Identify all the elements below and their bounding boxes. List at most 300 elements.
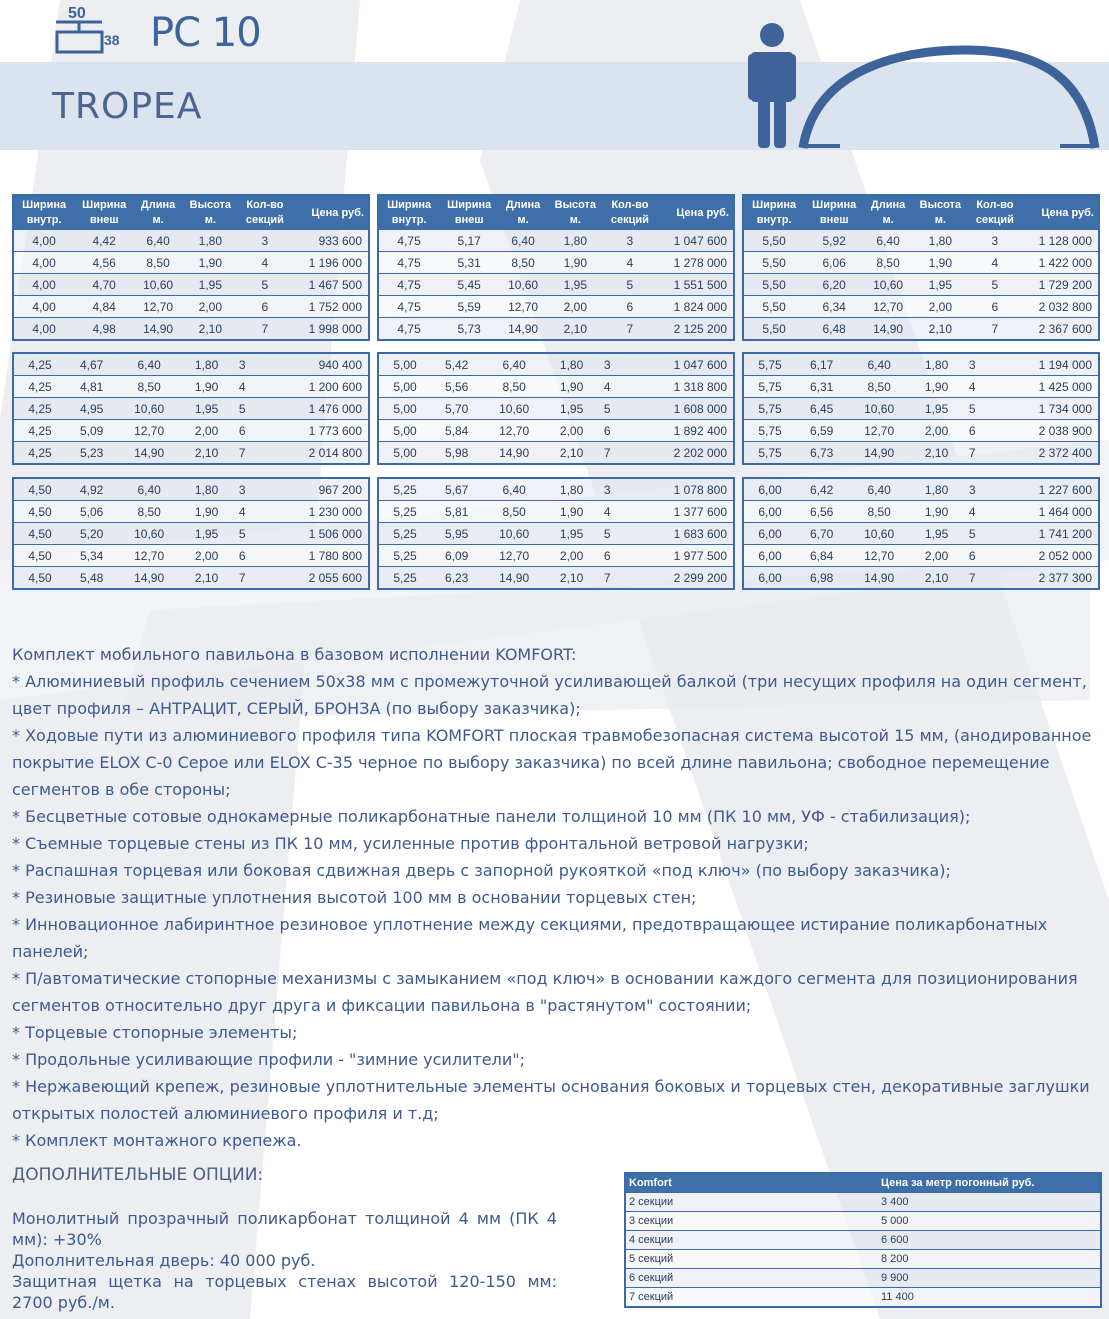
length-cell: 8,50: [134, 252, 182, 274]
height-cell: 1,95: [546, 523, 597, 545]
height-cell: 1,95: [181, 398, 232, 420]
length-cell: 8,50: [499, 252, 547, 274]
height-cell: 2,10: [546, 442, 597, 465]
price-cell: 1 977 500: [617, 545, 734, 567]
column-header: Ширина внеш: [74, 195, 134, 230]
series-title: PC 10: [150, 10, 261, 56]
inner-width-cell: 6,00: [743, 501, 796, 523]
height-cell: 1,80: [546, 478, 597, 501]
sections-cell: 4: [962, 501, 982, 523]
inner-width-cell: 5,00: [378, 376, 431, 398]
height-cell: 2,10: [546, 567, 597, 590]
price-cell: 1 892 400: [617, 420, 734, 442]
length-cell: 10,60: [117, 523, 181, 545]
price-table-block: [742, 477, 1100, 590]
column-header: Ширина внутр.: [378, 195, 439, 230]
kit-item: * Съемные торцевые стены из ПК 10 мм, усиленные против фронтальной ветровой нагрузки;: [12, 834, 809, 853]
price-cell: 1 752 000: [291, 296, 369, 318]
outer-width-cell: 4,56: [74, 252, 134, 274]
table-row: [378, 353, 734, 376]
sections-cell: 5: [232, 398, 252, 420]
inner-width-cell: 4,00: [13, 230, 74, 252]
kit-item: * П/автоматические стопорные механизмы с замыканием «под ключ» в основании каждого сегмента для позиционирования сегментов относительно друг друга и фиксации павильона в "растянутом" состоянии;: [12, 969, 1078, 1015]
inner-width-cell: 5,50: [743, 296, 804, 318]
height-cell: 2,00: [546, 545, 597, 567]
outer-width-cell: 5,31: [439, 252, 499, 274]
outer-width-cell: 4,81: [66, 376, 117, 398]
length-cell: 14,90: [482, 442, 546, 465]
length-cell: 8,50: [864, 252, 912, 274]
komfort-price-table: [624, 1172, 1102, 1308]
length-cell: 10,60: [864, 274, 912, 296]
price-cell: 1 773 600: [252, 420, 369, 442]
inner-width-cell: 4,00: [13, 296, 74, 318]
table-row: [743, 376, 1099, 398]
price-cell: 1 608 000: [617, 398, 734, 420]
profile-side-dim: 38: [104, 32, 120, 48]
inner-width-cell: 4,50: [13, 523, 66, 545]
price-per-meter-cell: 9 900: [878, 1269, 1101, 1288]
column-header: Кол-во секций: [604, 195, 656, 230]
price-cell: 1 200 600: [252, 376, 369, 398]
outer-width-cell: 6,20: [804, 274, 864, 296]
table-row: [378, 523, 734, 545]
inner-width-cell: 4,00: [13, 252, 74, 274]
height-cell: 1,90: [547, 252, 604, 274]
length-cell: 14,90: [117, 567, 181, 590]
table-row: [378, 296, 734, 318]
price-cell: 1 078 800: [617, 478, 734, 501]
height-cell: 1,80: [182, 230, 239, 252]
height-cell: 1,80: [911, 478, 962, 501]
option-item: Защитная щетка на торцевых стенах высотой 120-150 мм: 2700 руб./м.: [12, 1272, 557, 1312]
model-title: TROPEA: [52, 86, 203, 127]
price-table-block: [377, 352, 735, 465]
outer-width-cell: 6,56: [796, 501, 847, 523]
sections-cell: 6: [962, 545, 982, 567]
pavilion-pictogram: [745, 22, 1109, 150]
price-cell: 2 377 300: [982, 567, 1099, 590]
options-list: [12, 1208, 557, 1313]
outer-width-cell: 6,06: [804, 252, 864, 274]
price-per-meter-cell: 6 600: [878, 1231, 1101, 1250]
table-row: [13, 376, 369, 398]
height-cell: 1,90: [182, 252, 239, 274]
outer-width-cell: 5,56: [431, 376, 482, 398]
person-icon: [748, 23, 796, 148]
outer-width-cell: 5,67: [431, 478, 482, 501]
outer-width-cell: 5,45: [439, 274, 499, 296]
sections-cell: 2 секции: [625, 1193, 878, 1212]
table-row: [13, 274, 369, 296]
price-cell: 1 377 600: [617, 501, 734, 523]
price-cell: 2 038 900: [982, 420, 1099, 442]
table-row: [625, 1288, 1101, 1308]
arch-icon: [803, 50, 1095, 148]
inner-width-cell: 5,25: [378, 478, 431, 501]
price-table-block: [12, 477, 370, 590]
price-cell: 1 476 000: [252, 398, 369, 420]
inner-width-cell: 5,25: [378, 567, 431, 590]
length-cell: 8,50: [847, 376, 911, 398]
kit-item: * Нержавеющий крепеж, резиновые уплотнительные элементы основания боковых и торцевых стен, декоративные заглушки открытых полостей алюминиевого профиля и т.д;: [12, 1077, 1090, 1123]
price-cell: 1 318 800: [617, 376, 734, 398]
price-cell: 2 055 600: [252, 567, 369, 590]
height-cell: 2,00: [181, 545, 232, 567]
sections-cell: 5: [969, 274, 1021, 296]
price-per-meter-cell: 8 200: [878, 1250, 1101, 1269]
length-cell: 10,60: [482, 523, 546, 545]
outer-width-cell: 6,09: [431, 545, 482, 567]
outer-width-cell: 6,84: [796, 545, 847, 567]
length-cell: 12,70: [499, 296, 547, 318]
height-cell: 1,95: [911, 398, 962, 420]
table-row: [743, 230, 1099, 252]
length-cell: 12,70: [482, 545, 546, 567]
table-row: [13, 545, 369, 567]
table-row: [743, 420, 1099, 442]
height-cell: 1,90: [546, 501, 597, 523]
outer-width-cell: 4,95: [66, 398, 117, 420]
length-cell: 10,60: [847, 523, 911, 545]
inner-width-cell: 5,50: [743, 252, 804, 274]
sections-cell: 7: [969, 318, 1021, 341]
price-cell: 2 014 800: [252, 442, 369, 465]
height-cell: 1,90: [181, 501, 232, 523]
table-row: [378, 545, 734, 567]
outer-width-cell: 6,59: [796, 420, 847, 442]
column-header: Высота м.: [182, 195, 239, 230]
inner-width-cell: 5,25: [378, 545, 431, 567]
outer-width-cell: 5,09: [66, 420, 117, 442]
inner-width-cell: 5,25: [378, 523, 431, 545]
height-cell: 2,00: [911, 420, 962, 442]
kit-item: * Резиновые защитные уплотнения высотой 100 мм в основании торцевых стен;: [12, 888, 697, 907]
sections-cell: 4: [232, 376, 252, 398]
outer-width-cell: 5,92: [804, 230, 864, 252]
outer-width-cell: 5,48: [66, 567, 117, 590]
length-cell: 10,60: [847, 398, 911, 420]
height-cell: 1,90: [912, 252, 969, 274]
inner-width-cell: 5,25: [378, 501, 431, 523]
price-per-meter-cell: 5 000: [878, 1212, 1101, 1231]
length-cell: 8,50: [117, 376, 181, 398]
outer-width-cell: 6,23: [431, 567, 482, 590]
inner-width-cell: 4,50: [13, 545, 66, 567]
height-cell: 2,10: [912, 318, 969, 341]
outer-width-cell: 4,42: [74, 230, 134, 252]
length-cell: 10,60: [499, 274, 547, 296]
outer-width-cell: 5,34: [66, 545, 117, 567]
kit-item: * Торцевые стопорные элементы;: [12, 1023, 298, 1042]
length-cell: 8,50: [482, 376, 546, 398]
outer-width-cell: 6,48: [804, 318, 864, 341]
price-cell: 1 196 000: [291, 252, 369, 274]
length-cell: 6,40: [847, 478, 911, 501]
inner-width-cell: 5,50: [743, 318, 804, 341]
sections-cell: 4 секции: [625, 1231, 878, 1250]
column-header: Ширина внутр.: [743, 195, 804, 230]
inner-width-cell: 5,50: [743, 230, 804, 252]
length-cell: 6,40: [482, 353, 546, 376]
sections-cell: 4: [597, 376, 617, 398]
price-table-block: [742, 194, 1100, 341]
kit-item: * Комплект монтажного крепежа.: [12, 1131, 302, 1150]
column-header: Длина м.: [134, 195, 182, 230]
options-title: ДОПОЛНИТЕЛЬНЫЕ ОПЦИИ:: [12, 1165, 264, 1185]
inner-width-cell: 5,75: [743, 442, 796, 465]
sections-cell: 5: [962, 523, 982, 545]
price-cell: 933 600: [291, 230, 369, 252]
sections-cell: 6: [604, 296, 656, 318]
table-row: [13, 398, 369, 420]
length-cell: 12,70: [864, 296, 912, 318]
outer-width-cell: 5,20: [66, 523, 117, 545]
height-cell: 1,90: [181, 376, 232, 398]
sections-cell: 5: [597, 523, 617, 545]
sections-cell: 5: [962, 398, 982, 420]
outer-width-cell: 5,84: [431, 420, 482, 442]
sections-cell: 5: [232, 523, 252, 545]
inner-width-cell: 4,75: [378, 252, 439, 274]
inner-width-cell: 4,75: [378, 274, 439, 296]
table-row: [625, 1231, 1101, 1250]
price-cell: 2 372 400: [982, 442, 1099, 465]
price-cell: 1 047 600: [656, 230, 734, 252]
column-header: Длина м.: [864, 195, 912, 230]
outer-width-cell: 4,70: [74, 274, 134, 296]
length-cell: 6,40: [117, 478, 181, 501]
outer-width-cell: 4,92: [66, 478, 117, 501]
table-row: [743, 567, 1099, 590]
table-row: [13, 567, 369, 590]
length-cell: 10,60: [134, 274, 182, 296]
height-cell: 1,95: [911, 523, 962, 545]
table-row: [743, 545, 1099, 567]
sections-cell: 4: [597, 501, 617, 523]
sections-cell: 6 секций: [625, 1269, 878, 1288]
table-row: [743, 523, 1099, 545]
sections-cell: 6: [962, 420, 982, 442]
price-cell: 1 227 600: [982, 478, 1099, 501]
sections-cell: 7: [962, 567, 982, 590]
column-header: Ширина внеш: [439, 195, 499, 230]
table-row: [378, 398, 734, 420]
price-cell: 1 506 000: [252, 523, 369, 545]
length-cell: 14,90: [482, 567, 546, 590]
length-cell: 10,60: [117, 398, 181, 420]
sections-cell: 3: [962, 478, 982, 501]
height-cell: 2,00: [181, 420, 232, 442]
table-row: [743, 442, 1099, 465]
height-cell: 2,10: [182, 318, 239, 341]
table-row: [13, 318, 369, 341]
length-cell: 12,70: [847, 545, 911, 567]
outer-width-cell: 4,67: [66, 353, 117, 376]
length-cell: 12,70: [134, 296, 182, 318]
column-header: Кол-во секций: [969, 195, 1021, 230]
column-header: Цена руб.: [1021, 195, 1099, 230]
column-header: Высота м.: [912, 195, 969, 230]
height-cell: 2,10: [547, 318, 604, 341]
price-per-meter-cell: 11 400: [878, 1288, 1101, 1308]
table-row: [13, 523, 369, 545]
sections-cell: 3: [597, 353, 617, 376]
table-row: [13, 252, 369, 274]
inner-width-cell: 5,75: [743, 376, 796, 398]
price-cell: 2 052 000: [982, 545, 1099, 567]
outer-width-cell: 6,42: [796, 478, 847, 501]
height-cell: 2,00: [546, 420, 597, 442]
inner-width-cell: 5,75: [743, 420, 796, 442]
column-header: Высота м.: [547, 195, 604, 230]
length-cell: 14,90: [847, 567, 911, 590]
table-row: [743, 318, 1099, 341]
kit-item: * Продольные усиливающие профили - "зимние усилители";: [12, 1050, 525, 1069]
sections-cell: 3 секции: [625, 1212, 878, 1231]
sections-cell: 6: [969, 296, 1021, 318]
outer-width-cell: 5,95: [431, 523, 482, 545]
length-cell: 6,40: [117, 353, 181, 376]
table-row: [743, 296, 1099, 318]
inner-width-cell: 5,75: [743, 353, 796, 376]
table-row: [625, 1250, 1101, 1269]
height-cell: 1,90: [546, 376, 597, 398]
inner-width-cell: 5,00: [378, 398, 431, 420]
height-cell: 2,00: [912, 296, 969, 318]
height-cell: 2,10: [181, 567, 232, 590]
price-cell: 1 464 000: [982, 501, 1099, 523]
price-cell: 1 194 000: [982, 353, 1099, 376]
sections-cell: 7: [232, 442, 252, 465]
inner-width-cell: 5,00: [378, 353, 431, 376]
outer-width-cell: 5,42: [431, 353, 482, 376]
table-row: [743, 398, 1099, 420]
price-cell: 2 032 800: [1021, 296, 1099, 318]
price-cell: 1 551 500: [656, 274, 734, 296]
length-cell: 6,40: [499, 230, 547, 252]
price-per-meter-cell: 3 400: [878, 1193, 1101, 1212]
height-cell: 1,80: [547, 230, 604, 252]
sections-cell: 6: [232, 545, 252, 567]
inner-width-cell: 4,25: [13, 442, 66, 465]
kit-item: * Распашная торцевая или боковая сдвижная дверь с запорной рукояткой «под ключ» (по выбору заказчика);: [12, 861, 951, 880]
sections-cell: 7: [239, 318, 291, 341]
height-cell: 1,95: [181, 523, 232, 545]
kit-item: * Инновационное лабиринтное резиновое уплотнение между секциями, предотвращающее истирание поликарбонатных панелей;: [12, 915, 1048, 961]
length-cell: 12,70: [482, 420, 546, 442]
inner-width-cell: 6,00: [743, 545, 796, 567]
price-cell: 1 683 600: [617, 523, 734, 545]
price-cell: 1 734 000: [982, 398, 1099, 420]
price-cell: 1 824 000: [656, 296, 734, 318]
sections-cell: 3: [232, 478, 252, 501]
length-cell: 12,70: [847, 420, 911, 442]
sections-cell: 7: [597, 442, 617, 465]
column-header: Цена руб.: [656, 195, 734, 230]
outer-width-cell: 6,70: [796, 523, 847, 545]
outer-width-cell: 4,84: [74, 296, 134, 318]
table-row: [743, 353, 1099, 376]
sections-cell: 7 секций: [625, 1288, 878, 1308]
table-row: [743, 252, 1099, 274]
table-row: [13, 296, 369, 318]
price-cell: 1 729 200: [1021, 274, 1099, 296]
price-cell: 1 741 200: [982, 523, 1099, 545]
inner-width-cell: 5,00: [378, 442, 431, 465]
price-cell: 1 998 000: [291, 318, 369, 341]
inner-width-cell: 5,50: [743, 274, 804, 296]
table-row: [13, 478, 369, 501]
sections-cell: 5: [239, 274, 291, 296]
length-cell: 6,40: [482, 478, 546, 501]
price-table-block: [377, 194, 735, 341]
table-row: [378, 567, 734, 590]
price-table-block: [742, 352, 1100, 465]
height-cell: 1,95: [547, 274, 604, 296]
inner-width-cell: 4,75: [378, 318, 439, 341]
outer-width-cell: 5,70: [431, 398, 482, 420]
sections-cell: 4: [604, 252, 656, 274]
price-cell: 2 299 200: [617, 567, 734, 590]
table-row: [378, 230, 734, 252]
sections-cell: 3: [962, 353, 982, 376]
table-row: [378, 318, 734, 341]
table-row: [378, 501, 734, 523]
outer-width-cell: 5,73: [439, 318, 499, 341]
sections-cell: 3: [239, 230, 291, 252]
height-cell: 1,95: [546, 398, 597, 420]
inner-width-cell: 4,50: [13, 567, 66, 590]
column-header: Ширина внеш: [804, 195, 864, 230]
price-cell: 1 422 000: [1021, 252, 1099, 274]
table-row: [13, 420, 369, 442]
outer-width-cell: 6,45: [796, 398, 847, 420]
length-cell: 8,50: [482, 501, 546, 523]
sections-cell: 6: [239, 296, 291, 318]
height-cell: 1,80: [181, 353, 232, 376]
komfort-header-name: Komfort: [625, 1173, 878, 1193]
outer-width-cell: 6,31: [796, 376, 847, 398]
inner-width-cell: 4,50: [13, 501, 66, 523]
sections-cell: 7: [604, 318, 656, 341]
sections-cell: 7: [232, 567, 252, 590]
outer-width-cell: 5,98: [431, 442, 482, 465]
table-row: [625, 1193, 1101, 1212]
height-cell: 1,80: [546, 353, 597, 376]
height-cell: 1,95: [182, 274, 239, 296]
sections-cell: 6: [597, 420, 617, 442]
outer-width-cell: 5,59: [439, 296, 499, 318]
height-cell: 1,90: [911, 501, 962, 523]
kit-item: * Бесцветные сотовые однокамерные поликарбонатные панели толщиной 10 мм (ПК 10 мм, УФ - стабилизация);: [12, 807, 971, 826]
table-row: [378, 376, 734, 398]
height-cell: 1,80: [181, 478, 232, 501]
table-row: [743, 274, 1099, 296]
table-row: [13, 501, 369, 523]
sections-cell: 4: [962, 376, 982, 398]
length-cell: 14,90: [117, 442, 181, 465]
sections-cell: 4: [232, 501, 252, 523]
komfort-header-price: Цена за метр погонный руб.: [878, 1173, 1101, 1193]
sections-cell: 7: [597, 567, 617, 590]
price-table-block: [12, 352, 370, 465]
price-cell: 2 202 000: [617, 442, 734, 465]
height-cell: 1,80: [912, 230, 969, 252]
inner-width-cell: 4,25: [13, 398, 66, 420]
profile-section-icon: [54, 2, 130, 56]
length-cell: 8,50: [847, 501, 911, 523]
